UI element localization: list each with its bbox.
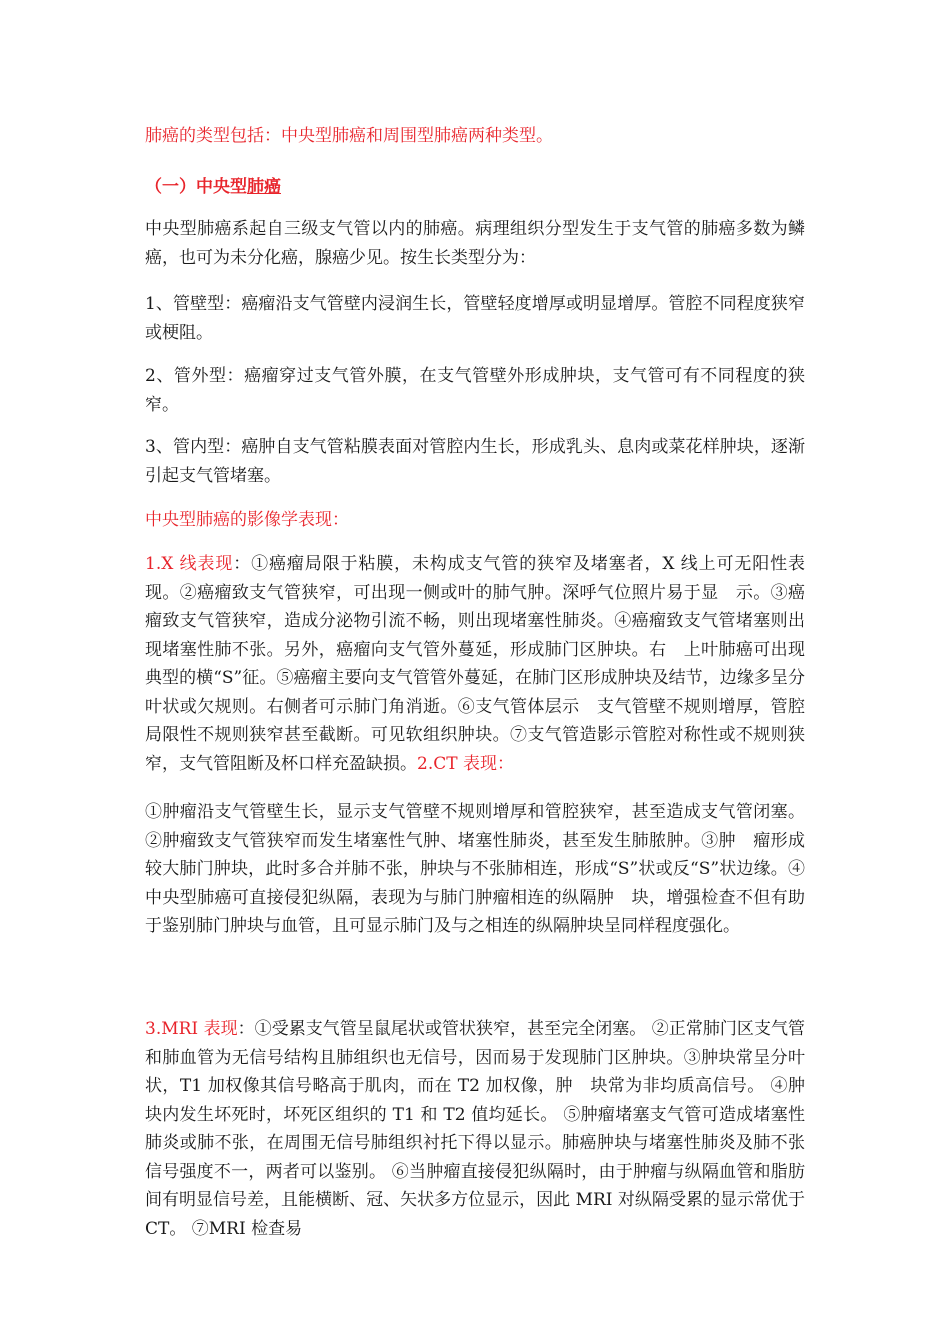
- ct-label: 2.CT 表现：: [417, 753, 514, 774]
- paragraph-intro: 中央型肺癌系起自三级支气管以内的肺癌。病理组织分型发生于支气管的肺癌多数为鳞癌，也可为未分化癌，腺癌少见。按生长类型分为：: [145, 219, 805, 268]
- paragraph-type1: 1、管壁型：癌瘤沿支气管壁内浸润生长，管壁轻度增厚或明显增厚。管腔不同程度狭窄或梗阻。: [145, 294, 805, 343]
- paragraph-mri: [145, 1015, 805, 1243]
- paragraph-type2: 2、管外型：癌瘤穿过支气管外膜，在支气管壁外形成肿块，支气管可有不同程度的狭窄。: [145, 366, 805, 415]
- intro-line: 肺癌的类型包括：中央型肺癌和周围型肺癌两种类型。: [145, 126, 553, 146]
- paragraph-type3: 3、管内型：癌肿自支气管粘膜表面对管腔内生长，形成乳头、息肉或菜花样肿块，逐渐引起支气管堵塞。: [145, 437, 805, 486]
- section-heading: [145, 173, 805, 202]
- imaging-heading: 中央型肺癌的影像学表现：: [145, 510, 349, 530]
- paragraph-xray: [145, 550, 805, 778]
- xray-text: ：①癌瘤局限于粘膜，未构成支气管的狭窄及堵塞者，X 线上可无阳性表现。②癌瘤致支气管狭窄，可出现一侧或叶的肺气肿。深呼气位照片易于显 示。③癌瘤致支气管狭窄，造成分泌物引流不畅，则出现堵塞性肺炎。④癌瘤致支气管堵塞则出现堵塞性肺不张。另外，癌瘤向支气管外蔓延，形成肺门区肿块。右 上叶肺癌可出现典型的横“S”征。⑤癌瘤主要向支气管管外蔓延，在肺门区形成肿块及结节，边缘多呈分叶状或欠规则。右侧者可示肺门角消逝。⑥支气管体层示 支气管壁不规则增厚，管腔局限性不规则狭窄甚至截断。可见软组织肿块。⑦支气管造影示管腔对称性或不规则狭窄，支气管阻断及杯口样充盈缺损。: [145, 554, 805, 774]
- mri-label: 3.MRI 表现: [145, 1019, 238, 1039]
- xray-label: 1.X 线表现: [145, 554, 234, 574]
- paragraph-ct: ①肿瘤沿支气管壁生长，显示支气管壁不规则增厚和管腔狭窄，甚至造成支气管闭塞。②肿瘤致支气管狭窄而发生堵塞性气肿、堵塞性肺炎，甚至发生肺脓肿。③肿 瘤形成较大肺门肿块，此时多合并肺不张，肿块与不张肺相连，形成“S”状或反“S”状边缘。④中央型肺癌可直接侵犯纵隔，表现为与肺门肿瘤相连的纵隔肿 块，增强检查不但有助于鉴别肺门肿块与血管，且可显示肺门及与之相连的纵隔肿块呈同样程度强化。: [145, 802, 805, 936]
- mri-text: ：①受累支气管呈鼠尾状或管状狭窄，甚至完全闭塞。 ②正常肺门区支气管和肺血管为无信号结构且肺组织也无信号，因而易于发现肺门区肿块。③肿块常呈分叶状，T1 加权像其信号略高于肌肉，而在 T2 加权像，肿 块常为非均质高信号。 ④肿块内发生坏死时，坏死区组织的 T1 和 T2 值均延长。 ⑤肿瘤堵塞支气管可造成堵塞性肺炎或肺不张，在周围无信号肺组织衬托下得以显示。肺癌肿块与堵塞性肺炎及肺不张信号强度不一，两者可以鉴别。 ⑥当肿瘤直接侵犯纵隔时，由于肿瘤与纵隔血管和脂肪间有明显信号差，且能横断、冠、矢状多方位显示，因此 MRI 对纵隔受累的显示常优于 CT。 ⑦MRI 检查易: [145, 1019, 806, 1239]
- heading-prefix: （一）中央型: [145, 177, 247, 197]
- heading-underlined: 肺癌: [247, 177, 281, 197]
